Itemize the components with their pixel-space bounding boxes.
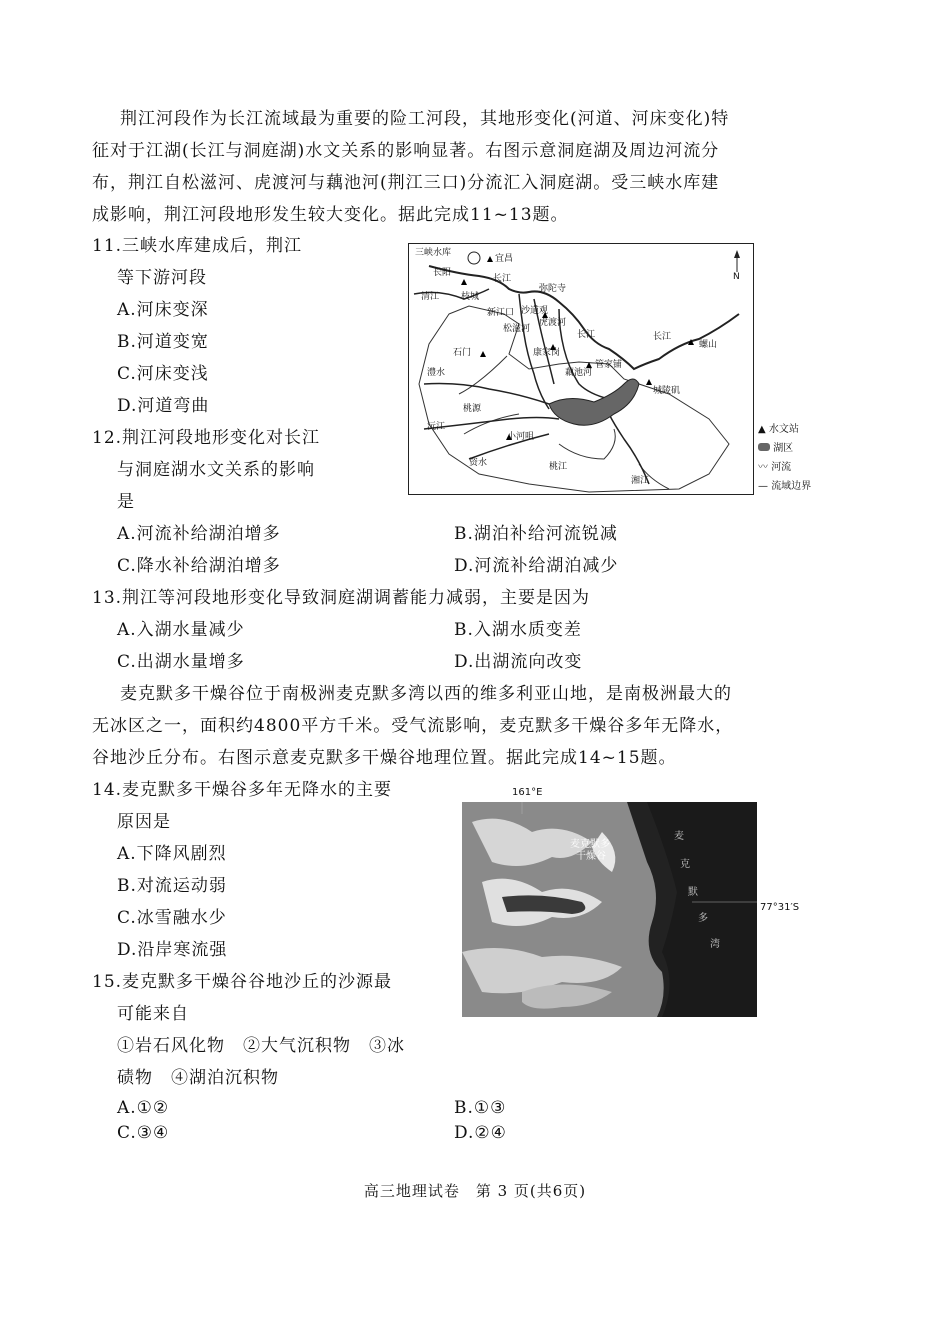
label-xinjiangkou: 新江口 [487, 308, 515, 318]
north-arrow-label: N [733, 272, 740, 282]
label-sanxia: 三峡水库 [415, 248, 452, 258]
label-taoyuan: 桃源 [463, 404, 482, 414]
label-guanjiapu: 管家铺 [595, 360, 623, 370]
label-yichang: 宜昌 [495, 254, 514, 264]
q14-stem-1: 14.麦克默多干燥谷多年无降水的主要 [92, 780, 393, 800]
q13-option-b[interactable]: B.入湖水质变差 [454, 620, 582, 640]
q15-option-a[interactable]: A.①② [117, 1098, 170, 1118]
label-taojiang: 桃江 [549, 462, 568, 472]
q14-stem-2: 原因是 [117, 812, 171, 832]
legend-lake-label: 湖区 [773, 443, 794, 454]
q11-option-b[interactable]: B.河道变宽 [117, 332, 209, 352]
valley-label-2: 干燥谷 [576, 851, 606, 862]
legend-river [758, 462, 791, 474]
q12-stem-3: 是 [117, 492, 135, 512]
label-zhicheng: 枝城 [461, 292, 480, 302]
passage2-line-1: 麦克默多干燥谷位于南极洲麦克默多湾以西的维多利亚山地，是南极洲最大的 [120, 684, 732, 704]
q15-option-d[interactable]: D.②④ [454, 1123, 507, 1143]
q15-items-2: 碛物 ④湖泊沉积物 [117, 1068, 279, 1088]
latitude-label: 77°31′S [760, 902, 800, 913]
longitude-label: 161°E [512, 787, 543, 798]
q11-option-d[interactable]: D.河道弯曲 [117, 396, 210, 416]
label-shimen: 石门 [453, 348, 472, 358]
label-changjiang-1: 长江 [493, 274, 512, 284]
label-hudu: 虎渡河 [539, 318, 567, 328]
label-qingjiang: 清江 [421, 292, 440, 302]
bay-char-2: 克 [680, 859, 690, 870]
label-xiangjiang: 湘江 [631, 476, 650, 486]
dongting-lake-map [408, 243, 754, 495]
q11-option-a[interactable]: A.河床变深 [117, 300, 209, 320]
legend-boundary-label: 流域边界 [771, 481, 812, 492]
q13-stem: 13.荆江等河段地形变化导致洞庭湖调蓄能力减弱，主要是因为 [92, 588, 591, 608]
q14-option-c[interactable]: C.冰雪融水少 [117, 908, 227, 928]
bay-char-3: 默 [688, 887, 698, 898]
passage1-line-2: 征对于江湖(长江与洞庭湖)水文关系的影响显著。右图示意洞庭湖及周边河流分 [92, 141, 720, 161]
label-luoshan: 螺山 [699, 340, 718, 350]
label-songzi: 松滋河 [503, 324, 531, 334]
q15-option-c[interactable]: C.③④ [117, 1123, 170, 1143]
bay-char-1: 麦 [674, 831, 684, 842]
boundary-line-icon: — [758, 481, 768, 492]
passage1-line-1: 荆江河段作为长江流域最为重要的险工河段，其地形变化(河道、河床变化)特 [120, 109, 730, 129]
q15-option-b[interactable]: B.①③ [454, 1098, 507, 1118]
q12-stem-1: 12.荆江河段地形变化对长江 [92, 428, 321, 448]
label-changjiang-2: 长江 [577, 330, 596, 340]
q12-stem-2: 与洞庭湖水文关系的影响 [117, 460, 315, 480]
mcmurdo-satellite-image [462, 802, 757, 1017]
page-footer: 高三地理试卷 第 3 页(共6页) [363, 1182, 587, 1200]
q12-option-c[interactable]: C.降水补给湖泊增多 [117, 556, 281, 576]
legend-lake [758, 443, 793, 455]
label-xiaoheju: 小河咀 [507, 432, 535, 442]
label-lishui: 澧水 [427, 368, 446, 378]
q13-option-d[interactable]: D.出湖流向改变 [454, 652, 583, 672]
bay-char-5: 湾 [710, 939, 720, 950]
label-mituosi: 弥陀寺 [539, 284, 567, 294]
q15-stem-2: 可能来自 [117, 1004, 189, 1024]
bay-char-4: 多 [698, 913, 708, 924]
q14-option-b[interactable]: B.对流运动弱 [117, 876, 227, 896]
label-changyang: 长阳 [433, 268, 452, 278]
passage2-line-2: 无冰区之一，面积约4800平方千米。受气流影响，麦克默多干燥谷多年无降水， [92, 716, 734, 736]
label-chenglingji: 城陵矶 [653, 386, 681, 396]
label-kangjiagang: 康家岗 [533, 348, 561, 358]
q15-items-1: ①岩石风化物 ②大气沉积物 ③冰 [117, 1036, 405, 1056]
legend-station-label: 水文站 [768, 424, 799, 435]
q12-option-a[interactable]: A.河流补给湖泊增多 [117, 524, 281, 544]
q11-option-c[interactable]: C.河床变浅 [117, 364, 209, 384]
river-line-icon: 〰 [758, 462, 768, 473]
passage1-line-4: 成影响，荆江河段地形发生较大变化。据此完成11~13题。 [92, 205, 569, 225]
label-yuanjiang: 沅江 [427, 422, 446, 432]
q14-option-d[interactable]: D.沿岸寒流强 [117, 940, 228, 960]
label-changjiang-3: 长江 [653, 332, 672, 342]
q14-option-a[interactable]: A.下降风剧烈 [117, 844, 227, 864]
label-ouchi: 藕池河 [565, 368, 593, 378]
mcmurdo-map-graphic [462, 802, 757, 1017]
q13-option-a[interactable]: A.入湖水量减少 [117, 620, 245, 640]
label-zishui: 资水 [469, 458, 488, 468]
q12-option-b[interactable]: B.湖泊补给河流锐减 [454, 524, 618, 544]
q11-stem-1: 11.三峡水库建成后，荆江 [92, 236, 303, 256]
legend-station [758, 424, 799, 436]
legend-boundary [758, 481, 811, 493]
q15-stem-1: 15.麦克默多干燥谷谷地沙丘的沙源最 [92, 972, 393, 992]
station-triangle-icon: ▲ [758, 424, 766, 435]
passage1-line-3: 布，荆江自松滋河、虎渡河与藕池河(荆江三口)分流汇入洞庭湖。受三峡水库建 [92, 173, 720, 193]
passage2-line-3: 谷地沙丘分布。右图示意麦克默多干燥谷地理位置。据此完成14~15题。 [92, 748, 677, 768]
q13-option-c[interactable]: C.出湖水量增多 [117, 652, 245, 672]
label-shadaoguan: 沙道观 [521, 306, 549, 316]
lake-swatch-icon [758, 443, 770, 451]
q12-option-d[interactable]: D.河流补给湖泊减少 [454, 556, 619, 576]
valley-label-1: 麦克默多 [570, 839, 610, 850]
q11-stem-2: 等下游河段 [117, 268, 207, 288]
legend-river-label: 河流 [771, 462, 792, 473]
